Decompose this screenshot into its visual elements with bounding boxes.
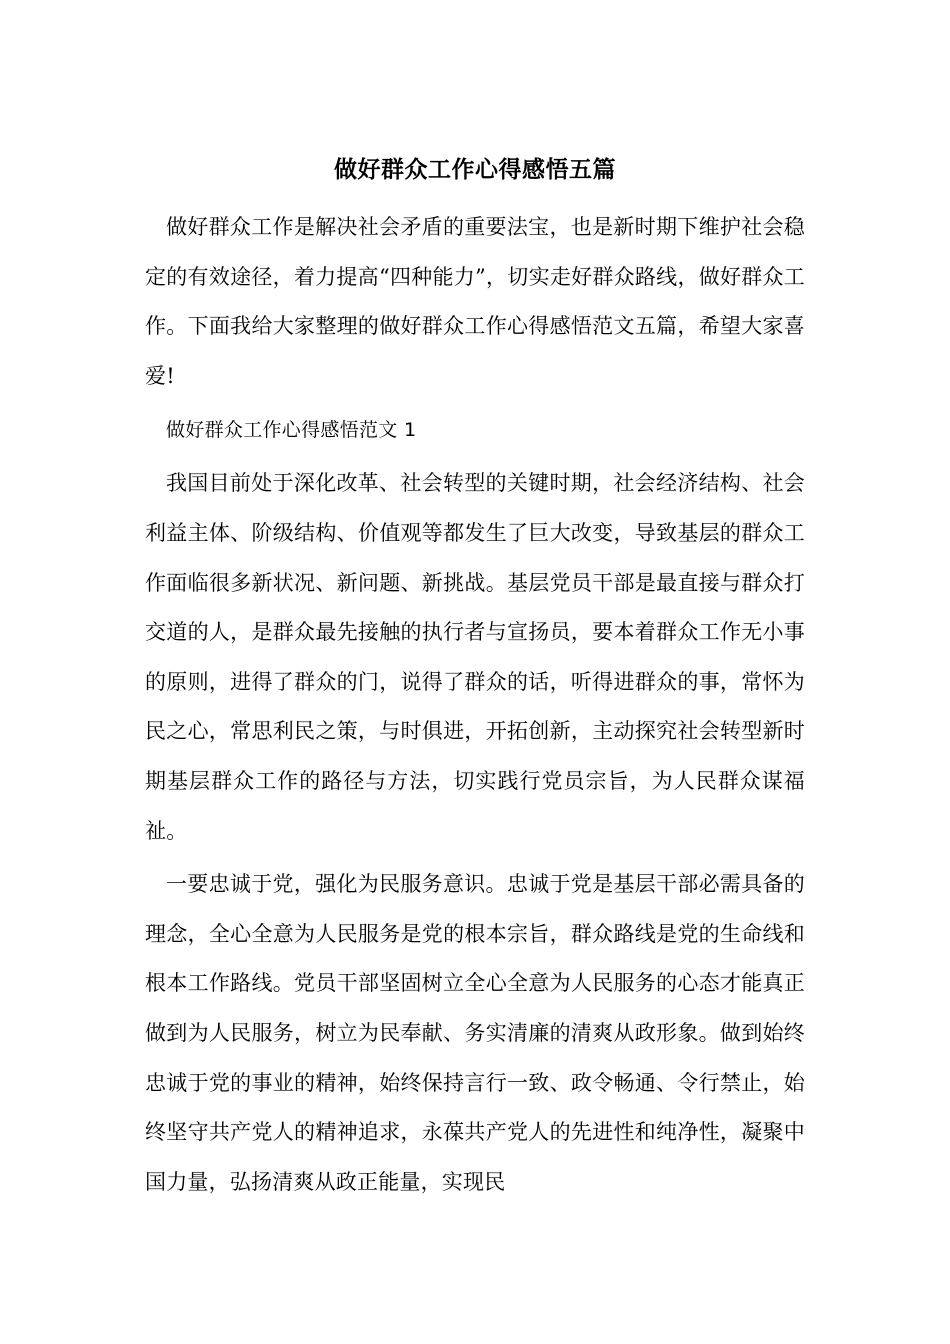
body-paragraph: 一要忠诚于党，强化为民服务意识。忠诚于党是基层干部必需具备的理念，全心全意为人民服务是党的根本宗旨，群众路线是党的生命线和根本工作路线。党员干部坚固树立全心全意为人民服务的心态才能真正做到为人民服务，树立为民奉献、务实清廉的清爽从政形象。做到始终忠诚于党的事业的精神，始终保持言行一致、政令畅通、令行禁止，始终坚守共产党人的精神追求，永葆共产党人的先进性和纯净性，凝聚中国力量，弘扬清爽从政正能量，实现民 — [145, 872, 805, 1194]
intro-paragraph: 做好群众工作是解决社会矛盾的重要法宝，也是新时期下维护社会稳定的有效途径，着力提高“四种能力”，切实走好群众路线，做好群众工作。下面我给大家整理的做好群众工作心得感悟范文五篇，希望大家喜爱! — [145, 215, 805, 388]
section-heading: 做好群众工作心得感悟范文 1 — [166, 419, 417, 442]
document-body — [145, 203, 805, 1207]
document-title: 做好群众工作心得感悟五篇 — [334, 157, 616, 183]
body-paragraph: 我国目前处于深化改革、社会转型的关键时期，社会经济结构、社会利益主体、阶级结构、价值观等都发生了巨大改变，导致基层的群众工作面临很多新状况、新问题、新挑战。基层党员干部是最直接与群众打交道的人，是群众最先接触的执行者与宣扬员，要本着群众工作无小事的原则，进得了群众的门，说得了群众的话，听得进群众的事，常怀为民之心，常思利民之策，与时俱进，开拓创新，主动探究社会转型新时期基层群众工作的路径与方法，切实践行党员宗旨，为人民群众谋福祉。 — [145, 471, 805, 843]
